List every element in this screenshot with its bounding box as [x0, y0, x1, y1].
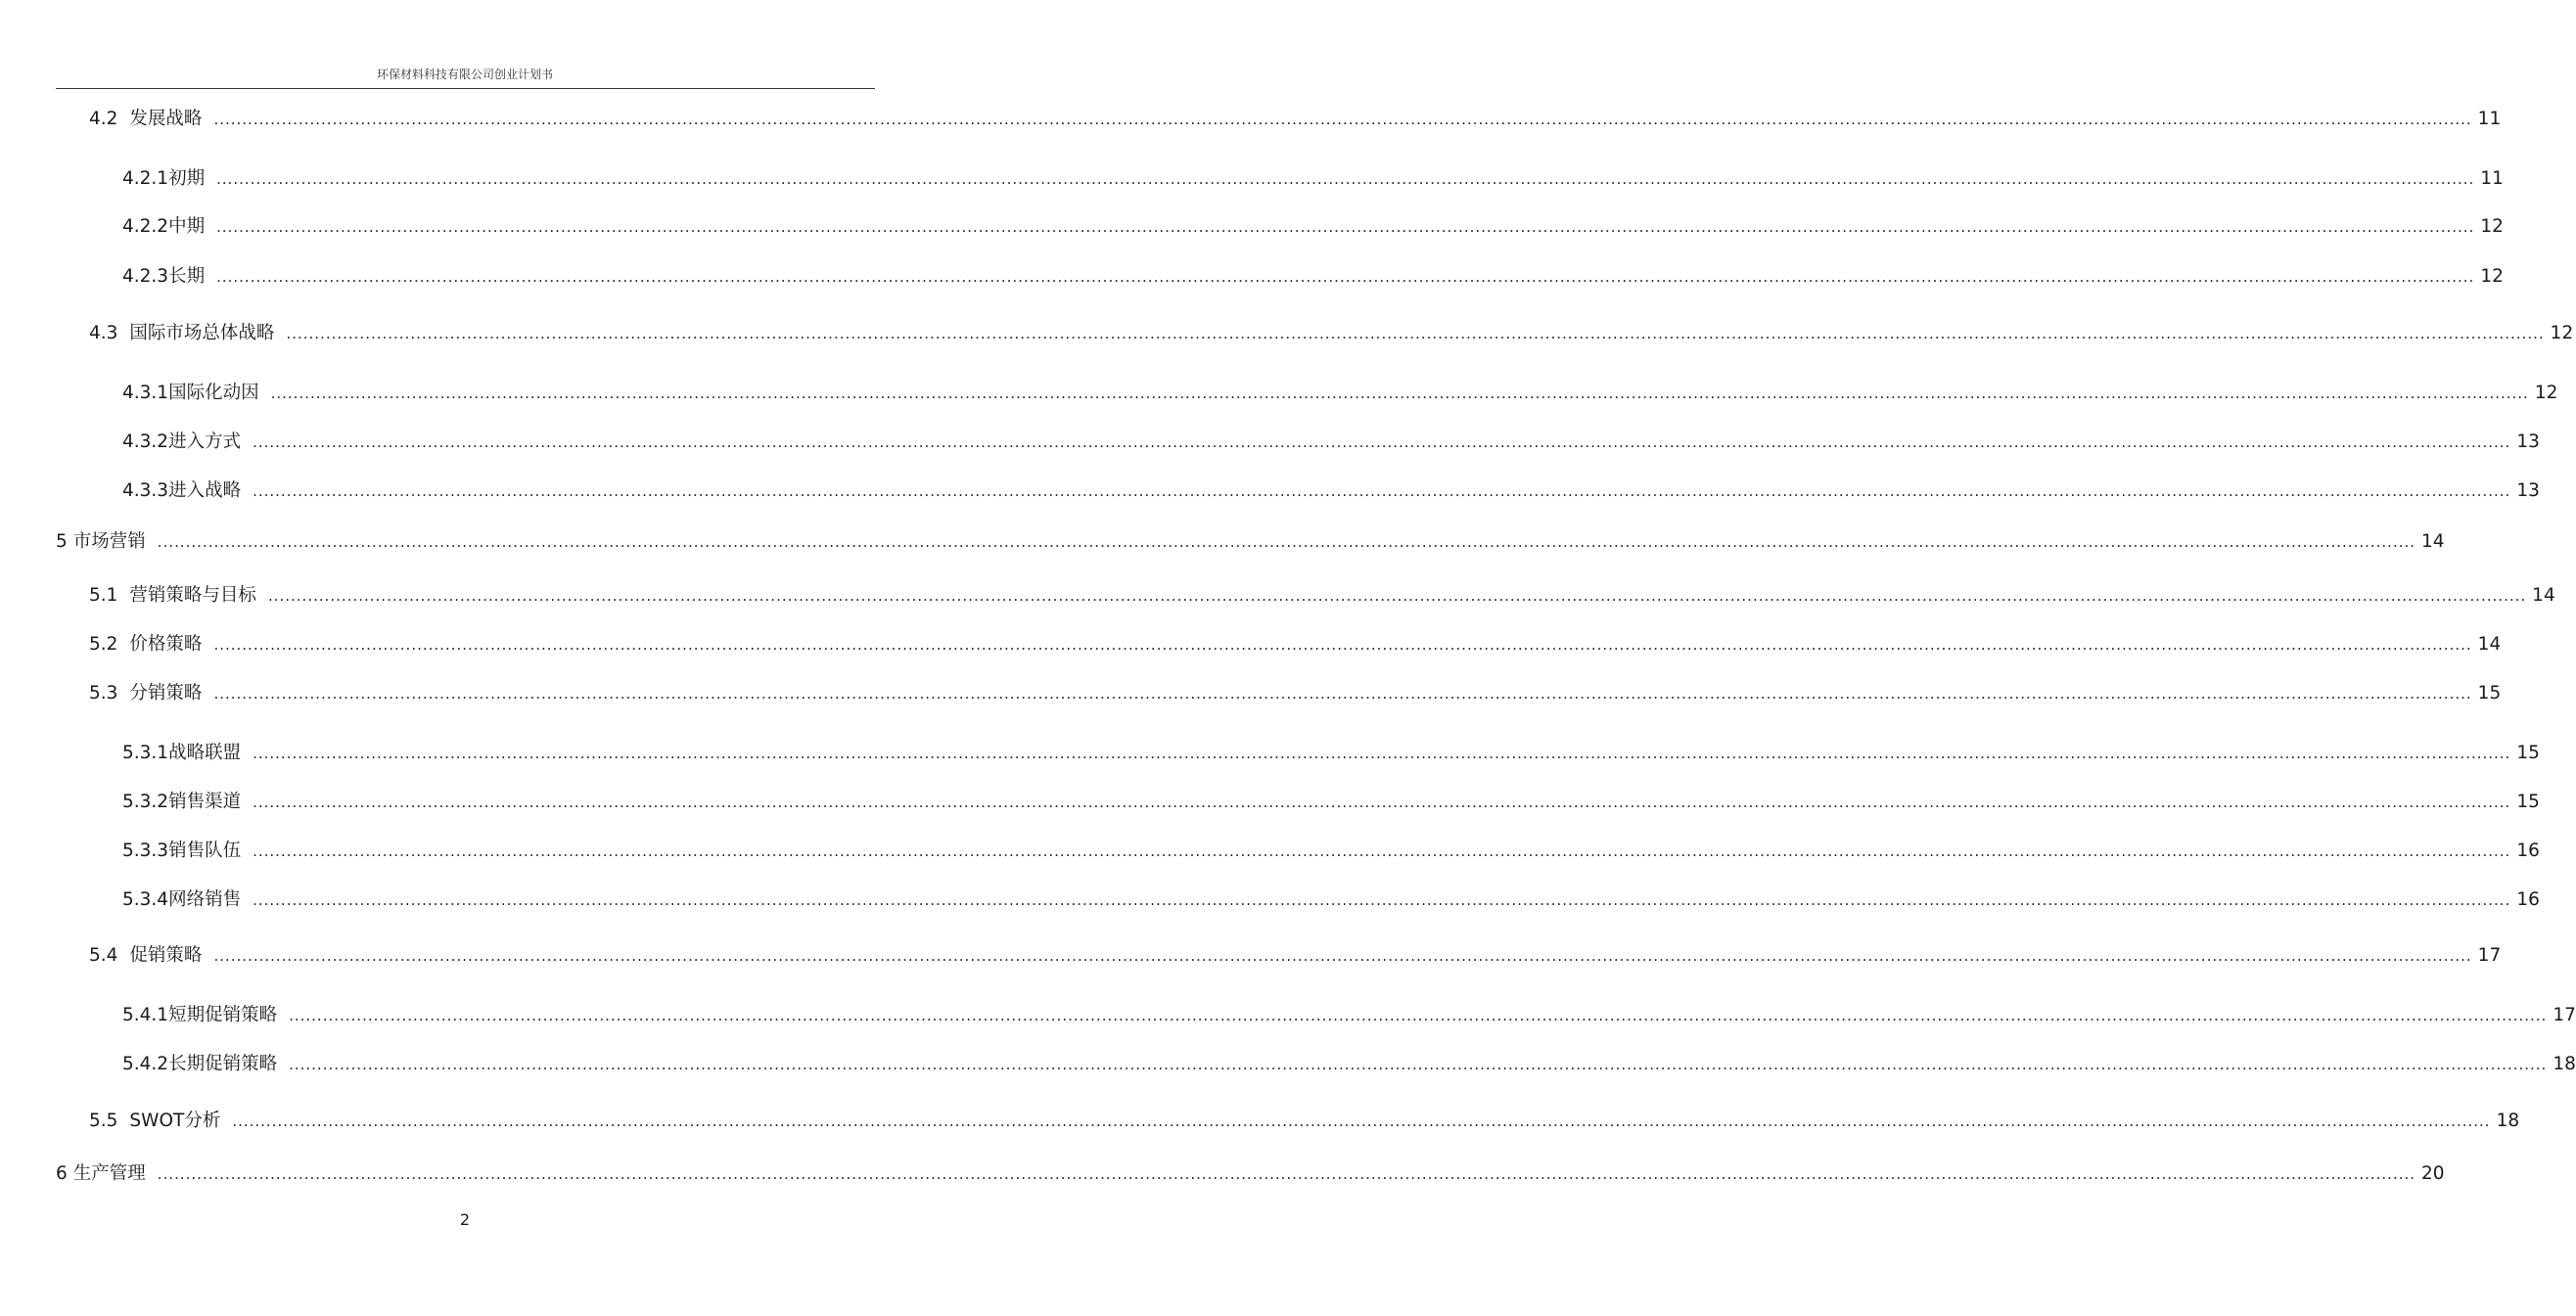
toc-entry-number: 4.2 — [89, 109, 118, 129]
toc-entry-title: 网络销售 — [168, 889, 242, 910]
toc-entry-page: 14 — [2421, 531, 2445, 552]
toc-entry-page: 12 — [2550, 323, 2574, 343]
toc-entry-number: 5.3.3 — [122, 840, 169, 861]
toc-dot-leader: ................................................................................................................................................................................................................................................................................................................................................................................................................ — [253, 745, 2511, 762]
toc-entry-page: 15 — [2516, 743, 2540, 763]
toc-entry[interactable] — [122, 1053, 2576, 1076]
toc-dot-leader: ................................................................................................................................................................................................................................................................................................................................................................................................................ — [253, 794, 2511, 811]
toc-entry-title: 生产管理 — [72, 1163, 146, 1184]
toc-dot-leader: ................................................................................................................................................................................................................................................................................................................................................................................................................ — [216, 170, 2475, 188]
toc-entry-number: 5.3.1 — [122, 743, 169, 763]
toc-dot-leader: ................................................................................................................................................................................................................................................................................................................................................................................................................ — [253, 482, 2511, 500]
toc-entry-title: 短期促销策略 — [168, 1005, 278, 1025]
toc-entry-number: 5.3.2 — [122, 792, 169, 812]
toc-entry-title: 进入战略 — [168, 480, 242, 501]
toc-entry[interactable] — [56, 530, 2445, 554]
toc-entry[interactable] — [89, 682, 2502, 705]
toc-dot-leader: ................................................................................................................................................................................................................................................................................................................................................................................................................ — [213, 636, 2472, 654]
toc-entry-page: 20 — [2421, 1163, 2445, 1184]
document-title: 环保材料科技有限公司创业计划书 — [376, 68, 553, 81]
toc-entry-page: 18 — [2496, 1111, 2520, 1131]
toc-dot-leader: ................................................................................................................................................................................................................................................................................................................................................................................................................ — [216, 218, 2475, 236]
toc-entry-title: 促销策略 — [129, 945, 203, 966]
toc-entry-page: 15 — [2477, 683, 2502, 703]
toc-entry-number: 4.3.3 — [122, 480, 169, 501]
toc-entry-title: 初期 — [168, 168, 206, 189]
toc-entry-title: 中期 — [168, 216, 206, 237]
toc-entry-page: 14 — [2477, 634, 2502, 655]
toc-entry[interactable] — [89, 633, 2502, 657]
toc-entry[interactable] — [122, 167, 2504, 191]
toc-entry[interactable] — [122, 431, 2540, 454]
toc-entry-number: 5.4 — [89, 945, 118, 966]
toc-entry-title: 长期促销策略 — [168, 1054, 278, 1074]
toc-entry-page: 17 — [2553, 1005, 2576, 1025]
page-number: 2 — [459, 1210, 471, 1229]
toc-entry[interactable] — [89, 322, 2574, 345]
toc-entry-number: 4.2.1 — [122, 168, 169, 189]
toc-entry-title: 战略联盟 — [168, 743, 242, 763]
toc-entry-title: 营销策略与目标 — [129, 585, 256, 606]
toc-entry[interactable] — [89, 108, 2502, 131]
toc-entry[interactable] — [89, 944, 2502, 968]
toc-entry[interactable] — [122, 265, 2504, 289]
toc-dot-leader: ................................................................................................................................................................................................................................................................................................................................................................................................................ — [157, 533, 2416, 551]
toc-dot-leader: ................................................................................................................................................................................................................................................................................................................................................................................................................ — [289, 1056, 2548, 1073]
toc-entry-number: 5.4.2 — [122, 1054, 169, 1074]
toc-entry-title: 发展战略 — [129, 109, 203, 129]
toc-entry-title: 市场营销 — [72, 531, 146, 552]
toc-entry[interactable] — [122, 840, 2540, 863]
toc-entry-number: 4.3 — [89, 323, 118, 343]
toc-dot-leader: ................................................................................................................................................................................................................................................................................................................................................................................................................ — [253, 891, 2511, 909]
toc-entry-page: 12 — [2534, 383, 2558, 403]
toc-entry-page: 11 — [2477, 109, 2502, 129]
toc-entry-number: 5.5 — [89, 1111, 118, 1131]
toc-entry-title: 进入方式 — [168, 431, 242, 452]
toc-dot-leader: ................................................................................................................................................................................................................................................................................................................................................................................................................ — [157, 1165, 2416, 1183]
toc-entry[interactable] — [89, 1110, 2520, 1133]
toc-entry-title: 销售队伍 — [168, 840, 242, 861]
toc-dot-leader: ................................................................................................................................................................................................................................................................................................................................................................................................................ — [253, 842, 2511, 860]
toc-entry-number: 6 — [56, 1163, 68, 1184]
toc-entry-page: 15 — [2516, 792, 2540, 812]
toc-entry-number: 4.3.1 — [122, 383, 169, 403]
toc-dot-leader: ................................................................................................................................................................................................................................................................................................................................................................................................................ — [286, 325, 2545, 342]
toc-entry-number: 5.1 — [89, 585, 118, 606]
toc-entry-page: 12 — [2480, 266, 2504, 287]
toc-entry[interactable] — [122, 215, 2504, 239]
toc-dot-leader: ................................................................................................................................................................................................................................................................................................................................................................................................................ — [213, 111, 2472, 128]
toc-entry-number: 5 — [56, 531, 68, 552]
toc-entry-page: 13 — [2516, 431, 2540, 452]
toc-entry-title: 国际化动因 — [168, 383, 259, 403]
toc-entry-page: 12 — [2480, 216, 2504, 237]
toc-dot-leader: ................................................................................................................................................................................................................................................................................................................................................................................................................ — [270, 385, 2529, 402]
toc-entry-number: 5.4.1 — [122, 1005, 169, 1025]
toc-entry-page: 18 — [2553, 1054, 2576, 1074]
toc-entry-title: 销售渠道 — [168, 792, 242, 812]
toc-entry-title: 价格策略 — [129, 634, 203, 655]
toc-entry[interactable] — [122, 1004, 2576, 1027]
toc-entry-title: 国际市场总体战略 — [129, 323, 275, 343]
toc-entry-page: 16 — [2516, 840, 2540, 861]
toc-entry[interactable] — [122, 888, 2540, 912]
toc-entry[interactable] — [122, 382, 2558, 405]
toc-entry-page: 13 — [2516, 480, 2540, 501]
toc-dot-leader: ................................................................................................................................................................................................................................................................................................................................................................................................................ — [216, 268, 2475, 286]
toc-entry[interactable] — [122, 791, 2540, 814]
toc-entry-number: 4.3.2 — [122, 431, 169, 452]
toc-entry-title: 长期 — [168, 266, 206, 287]
toc-entry-number: 5.2 — [89, 634, 118, 655]
toc-entry[interactable] — [89, 584, 2555, 608]
toc-entry-page: 11 — [2480, 168, 2504, 189]
toc-entry-page: 14 — [2532, 585, 2555, 606]
toc-dot-leader: ................................................................................................................................................................................................................................................................................................................................................................................................................ — [232, 1112, 2491, 1130]
toc-entry[interactable] — [56, 1162, 2445, 1186]
toc-dot-leader: ................................................................................................................................................................................................................................................................................................................................................................................................................ — [213, 685, 2472, 703]
toc-dot-leader: ................................................................................................................................................................................................................................................................................................................................................................................................................ — [267, 587, 2527, 605]
toc-entry[interactable] — [122, 742, 2540, 765]
toc-entry-number: 4.2.2 — [122, 216, 169, 237]
toc-entry-number: 5.3 — [89, 683, 118, 703]
toc-entry[interactable] — [122, 479, 2540, 503]
toc-entry-title: 分销策略 — [129, 683, 203, 703]
toc-dot-leader: ................................................................................................................................................................................................................................................................................................................................................................................................................ — [253, 433, 2511, 451]
toc-dot-leader: ................................................................................................................................................................................................................................................................................................................................................................................................................ — [213, 947, 2472, 965]
toc-entry-number: 5.3.4 — [122, 889, 169, 910]
toc-entry-number: 4.2.3 — [122, 266, 169, 287]
toc-entry-page: 17 — [2477, 945, 2502, 966]
toc-dot-leader: ................................................................................................................................................................................................................................................................................................................................................................................................................ — [289, 1007, 2548, 1024]
toc-entry-page: 16 — [2516, 889, 2540, 910]
toc-entry-title: SWOT分析 — [129, 1111, 221, 1131]
